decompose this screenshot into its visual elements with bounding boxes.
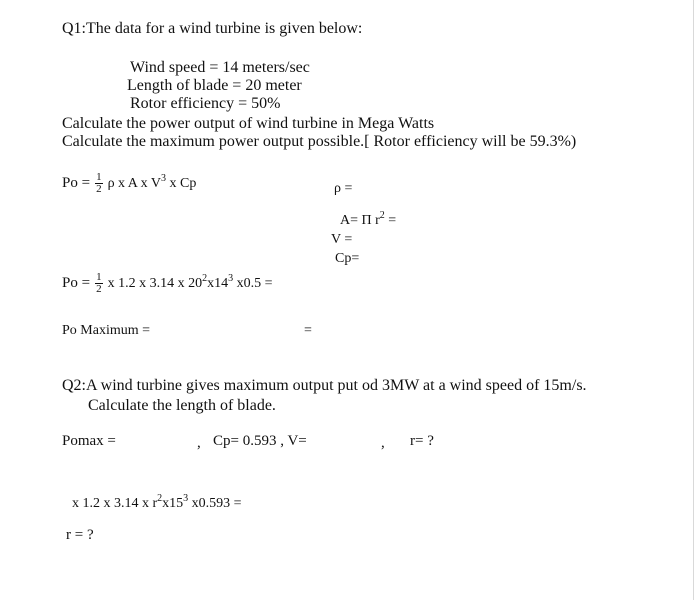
calc-frac-den: 2 [96,283,102,295]
formula-rhs-b: x Cp [165,175,197,191]
formula-fraction [95,172,103,195]
q1-task-2: Calculate the maximum power output possible.[ Rotor efficiency will be 59.3%) [62,133,577,150]
q1-calculation [62,272,272,295]
area-label-a: A= Π r [340,213,380,228]
pomax-label: Pomax = [62,433,116,449]
calc-fraction [95,272,103,295]
formula-rhs-a: ρ x A x V [107,175,161,191]
q2-comma-2: , [381,435,385,451]
q1-rotor-efficiency: Rotor efficiency = 50% [130,95,281,112]
formula-frac-num: 1 [96,171,102,183]
q1-blade-length: Length of blade = 20 meter [127,77,302,94]
q2-calc-sup1: 2 [157,493,163,504]
q1-title: Q1:The data for a wind turbine is given below: [62,20,363,37]
q2-title: Q2:A wind turbine gives maximum output put od 3MW at a wind speed of 15m/s. [62,377,587,394]
formula-frac-den: 2 [96,183,102,195]
area-sup: 2 [379,210,385,221]
formula-rhs [107,172,197,191]
q2-calc-sup2: 3 [183,493,189,504]
area-label [340,210,397,228]
q2-r-question: r= ? [410,433,434,449]
formula-lhs: Po = [62,175,91,191]
calc-frac-num: 1 [96,271,102,283]
rho-label: ρ = [334,181,353,196]
q2-calc-part2: x15 [162,496,184,511]
q2-calc-part3: x0.593 = [188,496,242,511]
q2-comma-1: , [197,435,201,451]
area-label-b: = [384,213,397,228]
formula-rhs-sup: 3 [160,172,166,184]
calc-rhs [107,272,273,291]
calc-part1: x 1.2 x 3.14 x 20 [107,275,203,291]
calc-part2: x14 [207,275,229,291]
v-label: V = [331,232,353,247]
q2-cp-v: Cp= 0.593 , V= [213,433,307,449]
q2-r-final: r = ? [66,527,94,543]
page-edge-divider [693,0,694,600]
po-maximum-label: Po Maximum = [62,323,151,338]
q1-task-1: Calculate the power output of wind turbine in Mega Watts [62,115,435,132]
calc-lhs: Po = [62,275,91,291]
calc-part3: x0.5 = [233,275,273,291]
q2-calc-part1: x 1.2 x 3.14 x r [72,496,158,511]
calc-sup2: 3 [228,272,234,284]
calc-sup1: 2 [202,272,208,284]
cp-label: Cp= [335,251,360,266]
q1-wind-speed: Wind speed = 14 meters/sec [130,59,310,76]
po-maximum-equals: = [304,323,312,338]
q2-task: Calculate the length of blade. [88,397,276,414]
q2-calculation [72,493,242,511]
q1-power-formula [62,172,196,195]
